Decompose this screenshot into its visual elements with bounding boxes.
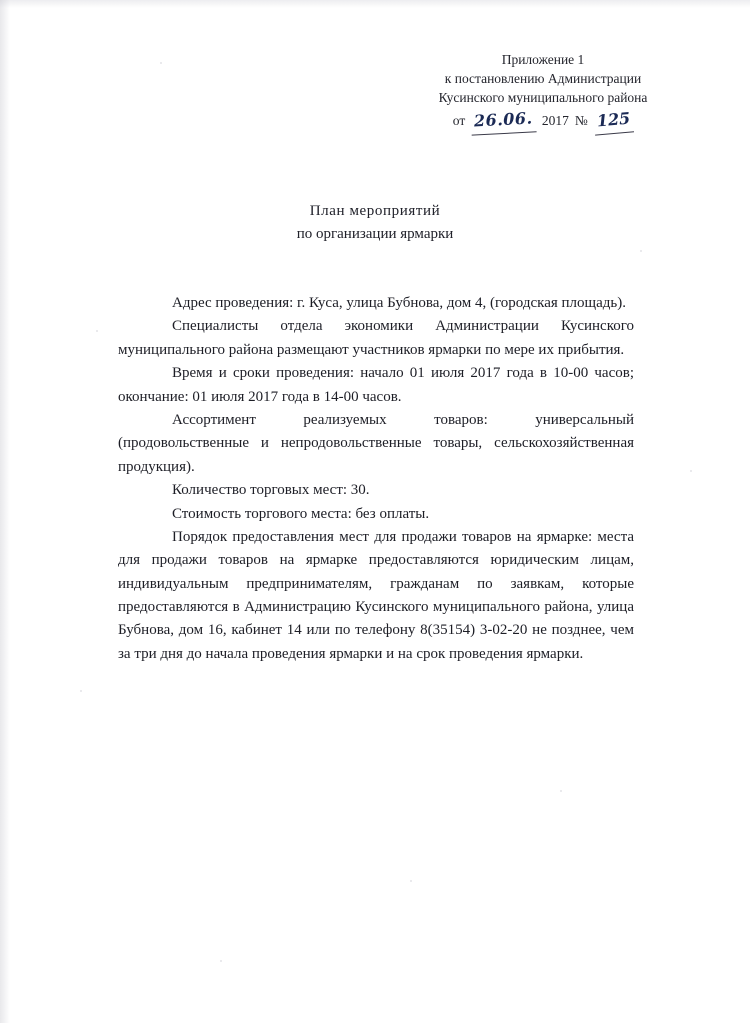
body-paragraph: Ассортимент реализуемых товаров: универсальный (продовольственные и непродовольственные товары, сельскохозяйственная продукция). <box>118 411 634 475</box>
body-paragraph: Стоимость торгового места: без оплаты. <box>172 505 430 522</box>
appendix-label: Приложение 1 <box>501 52 585 67</box>
scan-speck <box>560 790 562 792</box>
scan-edge-shadow-left <box>0 0 10 1023</box>
body-paragraph: Время и сроки проведения: начало 01 июля 2017 года в 10-00 часов; окончание: 01 июля 2017 года в 14-00 часов. <box>118 365 634 405</box>
body-paragraph: Порядок предоставления мест для продажи товаров на ярмарке: места для продажи товаров на ярмарке предоставляются юридическим лицам, индивидуальным предпринимателям, гражданам по заявкам, которые предоставляются в Администрацию Кусинского муниципального района, улица Бубнова, дом 16, кабинет 14 или по телефону 8(35154) 3-02-20 не позднее, чем за три дня до начала проведения ярмарки и на срок проведения ярмарки. <box>118 528 634 662</box>
handwritten-number: 125 <box>593 108 634 136</box>
scan-speck <box>640 250 642 252</box>
body-paragraph: Адрес проведения: г. Куса, улица Бубнова, дом 4, (городская площадь). <box>172 295 626 311</box>
scan-edge-shadow-top <box>0 0 750 8</box>
scan-speck <box>160 62 162 64</box>
handwritten-date: 26.06. <box>471 108 537 136</box>
date-prefix-label: от <box>452 113 466 129</box>
appendix-resolution-line: к постановлению Администрации <box>444 71 642 87</box>
appendix-header <box>378 50 708 134</box>
body-paragraph: Специалисты отдела экономики Администрации Кусинского муниципального района размещают участников ярмарки по мере их прибытия. <box>118 318 634 358</box>
scan-speck <box>96 330 98 332</box>
page-title-line-1: План мероприятий <box>309 203 441 219</box>
scan-speck <box>690 470 692 472</box>
year-label: 2017 <box>541 113 569 129</box>
number-sign-label: № <box>574 113 588 129</box>
appendix-date-line <box>378 109 708 134</box>
body-paragraph: Количество торговых мест: 30. <box>172 482 370 499</box>
scan-speck <box>410 880 412 882</box>
scan-speck <box>80 690 82 692</box>
scan-speck <box>220 960 222 962</box>
page-title-line-2: по организации ярмарки <box>296 226 454 243</box>
page-title <box>0 200 750 247</box>
document-body <box>118 292 634 666</box>
appendix-district-line: Кусинского муниципального района <box>438 90 648 106</box>
